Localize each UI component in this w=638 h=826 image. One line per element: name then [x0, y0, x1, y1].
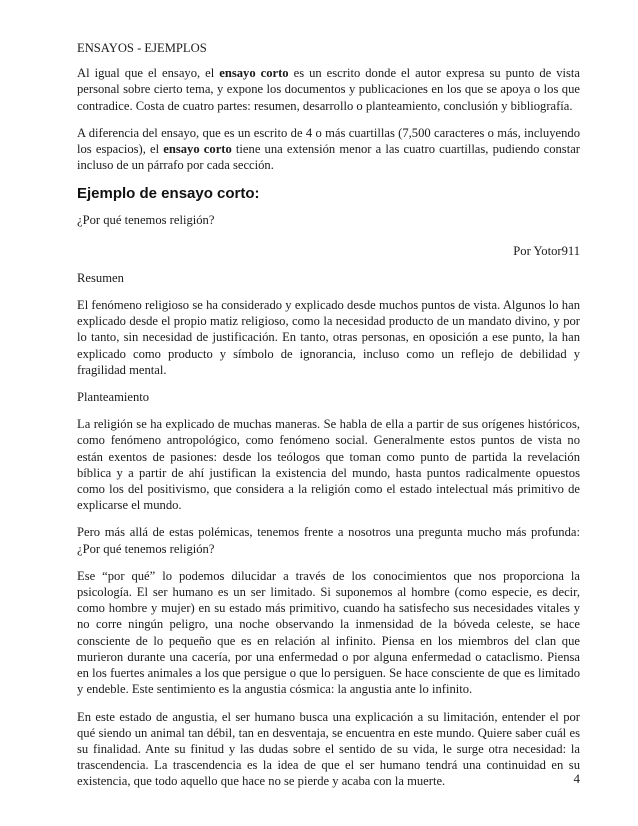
document-header: ENSAYOS - EJEMPLOS: [77, 41, 207, 55]
intro-2-text-start: A diferencia del ensayo, que es un escrito de 4 o más cuartillas (7,500 caracteres o más, incluyendo los espacios), el: [77, 125, 580, 157]
page-number: 4: [573, 771, 580, 786]
resumen-paragraph: El fenómeno religioso se ha considerado y explicado desde muchos puntos de vista. Algunos lo han explicado desde el propio matiz religioso, como la necesidad producto de un mandato divino, y por lo tanto, sin necesidad de justificación. En tanto, otras personas, en oposición a ese punto, la han explicado como producto y símbolo de ignorancia, incluso como un reflejo de debilidad y fragilidad mental.: [77, 298, 580, 377]
intro-2-bold-term: ensayo corto: [163, 142, 232, 157]
planteamiento-paragraph-4: En este estado de angustia, el ser humano busca una explicación a su limitación, entender el por qué siendo un animal tan débil, tan en desventaja, se encuentra en este mundo. Quiere saber cuál es su finalidad. Ante su finitud y las dudas sobre el sentido de su vida, le surge otra necesidad: la trascendencia. La trascendencia es la idea de que el ser humano tendrá una continuidad en su existencia, que todo aquello que hace no se pierde y acaba con la muerte.: [77, 709, 580, 789]
intro-paragraph-2: [77, 125, 580, 174]
planteamiento-paragraph-1: La religión se ha explicado de muchas maneras. Se habla de ella a partir de sus orígenes históricos, como fenómeno antropológico, como fenómeno social. Generalmente estos puntos de vista no están exentos de pasiones: desde los teólogos que toman como punto de partida la revelación bíblica y a partir de ahí justifican la existencia del mundo, hasta puntos radicalmente opuestos como los del positivismo, que considera a la religión como el estado intelectual más primitivo de explicarse el mundo.: [77, 417, 580, 513]
intro-1-text-start: Al igual que el ensayo, el: [77, 66, 220, 81]
document-page: [77, 40, 580, 790]
planteamiento-paragraph-2: Pero más allá de estas polémicas, tenemos frente a nosotros una pregunta mucho más profunda: ¿Por qué tenemos religión?: [77, 525, 580, 556]
intro-1-bold-term: ensayo corto: [219, 66, 289, 81]
section-title-planteamiento: Planteamiento: [77, 390, 150, 405]
example-heading: Ejemplo de ensayo corto:: [77, 185, 260, 203]
essay-author: Por Yotor911: [513, 243, 580, 258]
intro-1-text-end: es un escrito donde el autor expresa su punto de vista personal sobre cierto tema, y expone los documentos y publicaciones en los que se apoya o los que contradice. Costa de cuatro partes: resumen, desarrollo o planteamiento, conclusión y bibliografía.: [77, 66, 580, 113]
intro-paragraph-1: [77, 65, 580, 114]
essay-title: ¿Por qué tenemos religión?: [77, 213, 215, 228]
intro-2-text-end: tiene una extensión menor a las cuatro cuartillas, pudiendo constar incluso de un párrafo por cada sección.: [77, 142, 580, 173]
section-title-resumen: Resumen: [77, 270, 124, 285]
planteamiento-paragraph-3: Ese “por qué” lo podemos dilucidar a través de los conocimientos que nos proporciona la psicología. El ser humano es un ser limitado. Si suponemos al hombre (como especie, es decir, como hombre y mujer) en su estado más primitivo, cuando ha satisfecho sus necesidades vitales y no corre ningún peligro, una noche observando la inmensidad de la bóveda celeste, se hace consciente de lo pequeño que es en relación al infinito. Piensa en los miembros del clan que murieron durante una cacería, por una enfermedad o por alguna enfermedad o cataclismo. Piensa en los fuertes animales a los que persigue o que lo persiguen. Se hace consciente de que es limitado y endeble. Este sentimiento es la angustia cósmica: la angustia ante lo infinito.: [77, 568, 580, 697]
